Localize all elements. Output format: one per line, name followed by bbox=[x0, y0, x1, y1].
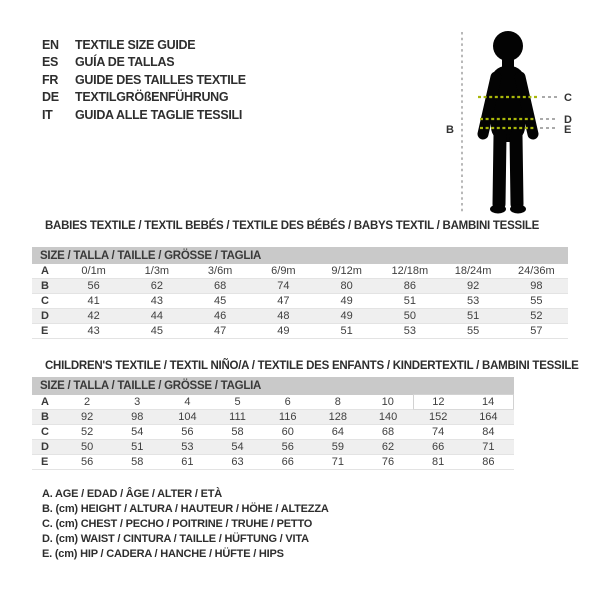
measurement-legend bbox=[42, 487, 329, 562]
table-row bbox=[32, 440, 514, 455]
table-row bbox=[32, 264, 568, 279]
size-cell: 98 bbox=[131, 411, 144, 423]
size-cell: 76 bbox=[381, 456, 395, 468]
children-section-title: CHILDREN'S TEXTILE / TEXTIL NIÑO/A / TEXTILE DES ENFANTS / KINDERTEXTIL / BAMBINI TESSILE bbox=[45, 360, 579, 372]
legend-item: E. (cm) HIP / CADERA / HANCHE / HÜFTE / HIPS bbox=[42, 548, 284, 560]
size-cell: 57 bbox=[530, 325, 543, 337]
size-cell: 60 bbox=[281, 426, 294, 438]
size-cell: 9/12m bbox=[331, 265, 362, 277]
size-cell: 5 bbox=[234, 395, 241, 408]
size-cell: 56 bbox=[281, 441, 294, 453]
size-cell: 56 bbox=[181, 426, 194, 438]
child-figure-svg bbox=[430, 14, 590, 220]
size-cell: 46 bbox=[214, 310, 227, 322]
row-label: E bbox=[41, 325, 49, 337]
size-cell: 66 bbox=[432, 441, 445, 453]
size-cell: 140 bbox=[378, 411, 398, 423]
language-code: ES bbox=[42, 55, 59, 70]
size-cell: 104 bbox=[178, 411, 197, 423]
language-row bbox=[42, 36, 246, 54]
size-cell: 1/3m bbox=[144, 265, 170, 277]
size-cell: 3 bbox=[134, 395, 141, 408]
size-cell: 52 bbox=[80, 426, 94, 438]
children-size-table bbox=[32, 377, 514, 470]
size-cell: 18/24m bbox=[454, 265, 492, 277]
size-cell: 10 bbox=[381, 395, 394, 408]
child-silhouette bbox=[483, 31, 533, 214]
language-list bbox=[42, 36, 246, 124]
language-title: TEXTILE SIZE GUIDE bbox=[75, 37, 196, 52]
language-row bbox=[42, 71, 246, 89]
size-cell: 6/9m bbox=[271, 265, 296, 277]
babies-size-table bbox=[32, 247, 568, 339]
language-title: GUÍA DE TALLAS bbox=[75, 55, 175, 70]
size-cell: 4 bbox=[184, 395, 191, 408]
size-cell: 61 bbox=[181, 456, 194, 468]
size-cell: 71 bbox=[482, 441, 495, 453]
row-label: B bbox=[41, 411, 49, 423]
size-cell: 8 bbox=[334, 395, 341, 408]
language-row bbox=[42, 106, 246, 124]
table-row bbox=[32, 279, 568, 294]
language-title: GUIDE DES TAILLES TEXTILE bbox=[75, 72, 246, 87]
size-cell: 56 bbox=[80, 456, 94, 468]
size-cell: 53 bbox=[467, 295, 480, 307]
size-cell: 12 bbox=[413, 395, 463, 410]
size-cell: 51 bbox=[340, 325, 353, 337]
size-cell: 56 bbox=[87, 280, 100, 292]
size-cell: 51 bbox=[403, 295, 416, 307]
size-header-row bbox=[32, 377, 514, 395]
size-cell: 68 bbox=[214, 280, 227, 292]
size-cell: 52 bbox=[530, 310, 543, 322]
size-cell: 49 bbox=[277, 325, 290, 337]
size-cell: 12/18m bbox=[391, 265, 429, 277]
size-cell: 92 bbox=[80, 411, 94, 423]
size-cell: 152 bbox=[428, 411, 448, 423]
size-cell: 55 bbox=[530, 295, 543, 307]
size-cell: 0/1m bbox=[81, 265, 106, 277]
size-cell: 54 bbox=[231, 441, 244, 453]
height-label: B bbox=[446, 124, 454, 136]
size-cell: 74 bbox=[432, 426, 445, 438]
size-cell: 74 bbox=[277, 280, 290, 292]
size-cell: 92 bbox=[467, 280, 480, 292]
legend-item: D. (cm) WAIST / CINTURA / TAILLE / HÜFTUNG / VITA bbox=[42, 533, 309, 545]
size-cell: 80 bbox=[340, 280, 353, 292]
size-cell: 68 bbox=[381, 426, 395, 438]
table-row bbox=[32, 455, 514, 470]
size-cell: 111 bbox=[229, 411, 246, 423]
size-cell: 55 bbox=[467, 325, 480, 337]
row-label: D bbox=[41, 441, 49, 453]
legend-item: C. (cm) CHEST / PECHO / POITRINE / TRUHE / PETTO bbox=[42, 518, 313, 530]
size-cell: 116 bbox=[278, 411, 297, 423]
row-label: C bbox=[41, 426, 49, 438]
child-figure bbox=[430, 14, 590, 220]
table-row bbox=[32, 425, 514, 440]
legend-item: A. AGE / EDAD / ÂGE / ALTER / ETÀ bbox=[42, 488, 223, 500]
size-cell: 24/36m bbox=[518, 265, 555, 277]
language-title: GUIDA ALLE TAGLIE TESSILI bbox=[75, 107, 243, 122]
size-cell: 84 bbox=[482, 426, 495, 438]
size-cell: 44 bbox=[150, 310, 163, 322]
language-row bbox=[42, 54, 246, 72]
size-cell: 45 bbox=[150, 325, 163, 337]
size-cell: 47 bbox=[214, 325, 227, 337]
size-cell: 45 bbox=[214, 295, 227, 307]
size-cell: 49 bbox=[340, 295, 353, 307]
size-cell: 49 bbox=[340, 310, 353, 322]
size-cell: 53 bbox=[403, 325, 416, 337]
size-cell: 48 bbox=[277, 310, 290, 322]
row-label: A bbox=[41, 265, 49, 277]
language-title: TEXTILGRÖßENFÜHRUNG bbox=[75, 90, 229, 105]
language-code: EN bbox=[42, 37, 59, 52]
size-cell: 42 bbox=[87, 310, 100, 322]
size-cell: 43 bbox=[87, 325, 100, 337]
size-cell: 51 bbox=[467, 310, 480, 322]
language-row bbox=[42, 89, 246, 107]
table-row bbox=[32, 410, 514, 425]
size-cell: 58 bbox=[231, 426, 244, 438]
size-cell: 59 bbox=[331, 441, 344, 453]
size-header-row bbox=[32, 247, 568, 264]
chest-label: C bbox=[564, 92, 572, 104]
size-cell: 98 bbox=[530, 280, 543, 292]
size-cell: 47 bbox=[277, 295, 290, 307]
row-label: B bbox=[41, 280, 49, 292]
row-label: A bbox=[41, 395, 49, 408]
babies-section-title: BABIES TEXTILE / TEXTIL BEBÉS / TEXTILE DES BÉBÉS / BABYS TEXTIL / BAMBINI TESSILE bbox=[45, 220, 540, 232]
size-cell: 51 bbox=[131, 441, 144, 453]
size-cell: 3/6m bbox=[207, 265, 233, 277]
size-cell: 54 bbox=[131, 426, 144, 438]
language-code: DE bbox=[42, 90, 59, 105]
size-cell: 86 bbox=[482, 456, 495, 468]
size-cell: 62 bbox=[150, 280, 163, 292]
size-cell: 71 bbox=[331, 456, 344, 468]
hip-label: E bbox=[564, 124, 572, 136]
size-cell: 2 bbox=[84, 395, 91, 408]
size-cell: 43 bbox=[150, 295, 163, 307]
size-cell: 50 bbox=[80, 441, 94, 453]
table-row bbox=[32, 294, 568, 309]
row-label: E bbox=[41, 456, 49, 468]
size-cell: 66 bbox=[281, 456, 294, 468]
legend-item: B. (cm) HEIGHT / ALTURA / HAUTEUR / HÖHE / ALTEZZA bbox=[42, 503, 329, 515]
row-label: C bbox=[41, 295, 49, 307]
table-row bbox=[32, 395, 514, 410]
table-row bbox=[32, 324, 568, 339]
size-cell: 128 bbox=[328, 411, 348, 423]
size-cell: 81 bbox=[432, 456, 445, 468]
row-label: D bbox=[41, 310, 49, 322]
size-cell: 58 bbox=[131, 456, 144, 468]
size-header: SIZE / TALLA / TAILLE / GRÖSSE / TAGLIA bbox=[32, 247, 568, 264]
language-code: FR bbox=[42, 72, 59, 87]
size-cell: 53 bbox=[181, 441, 194, 453]
waist-label: D bbox=[564, 114, 572, 126]
size-cell: 64 bbox=[331, 426, 344, 438]
size-cell: 62 bbox=[381, 441, 395, 453]
size-cell: 6 bbox=[284, 395, 291, 408]
size-cell: 86 bbox=[403, 280, 416, 292]
size-cell: 41 bbox=[87, 295, 100, 307]
size-header: SIZE / TALLA / TAILLE / GRÖSSE / TAGLIA bbox=[32, 377, 514, 395]
size-cell: 164 bbox=[479, 411, 498, 423]
table-row bbox=[32, 309, 568, 324]
size-cell: 14 bbox=[463, 395, 513, 410]
language-code: IT bbox=[42, 107, 53, 122]
size-cell: 50 bbox=[403, 310, 416, 322]
size-cell: 63 bbox=[231, 456, 244, 468]
